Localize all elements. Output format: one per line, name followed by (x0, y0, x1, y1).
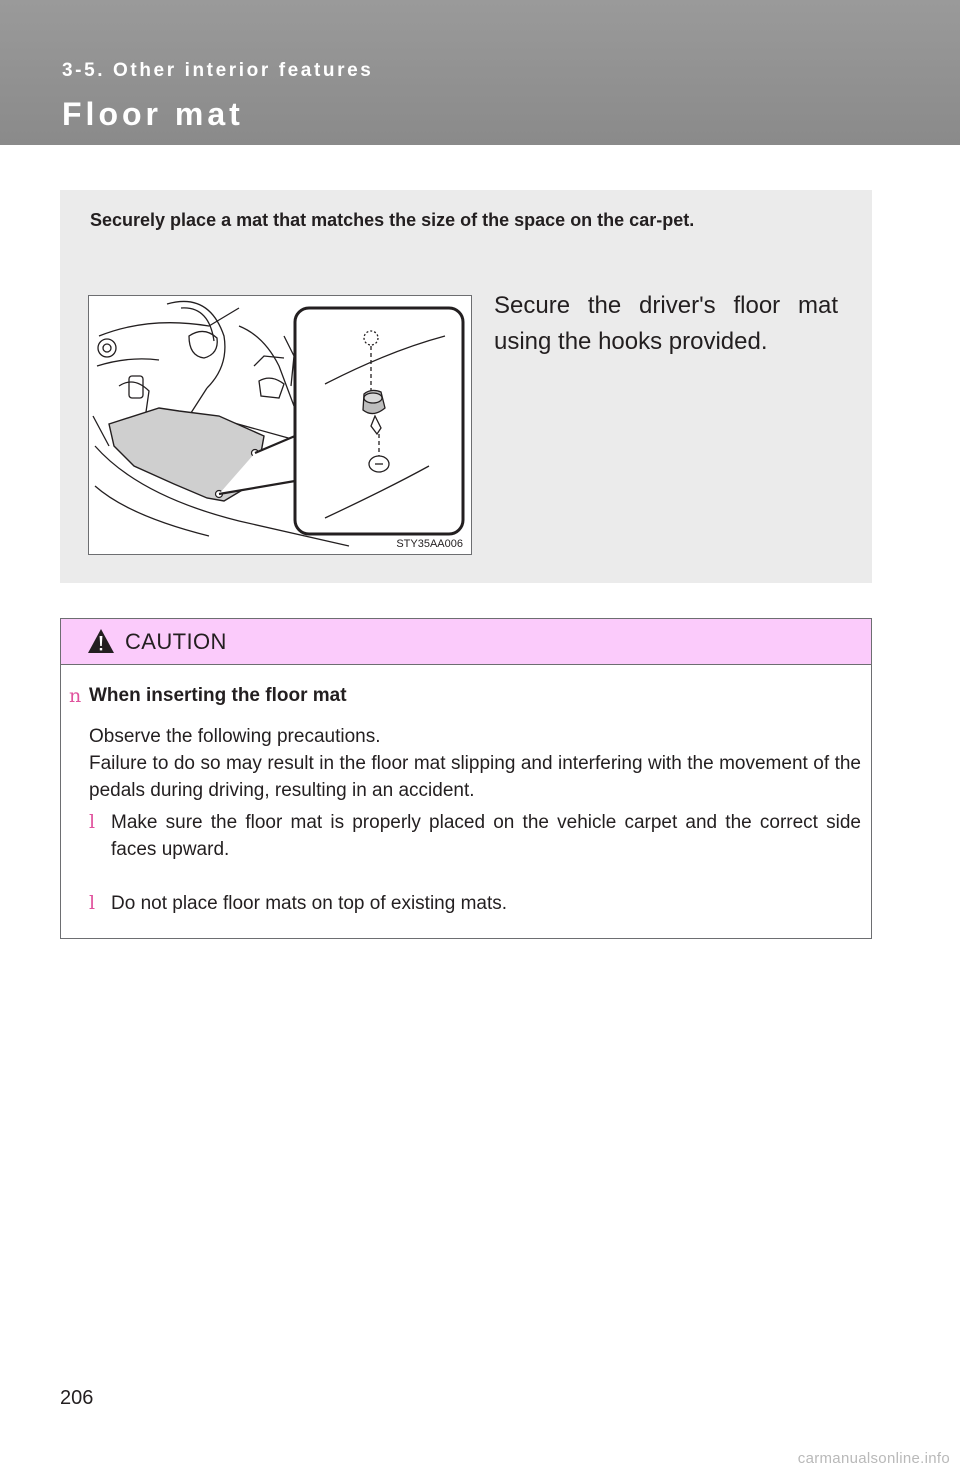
page-title: Floor mat (62, 96, 244, 132)
floor-mat-illustration (88, 295, 472, 555)
list-item (89, 890, 861, 917)
list-bullet: l (89, 892, 96, 914)
section-label: 3-5. Other interior features (62, 60, 374, 81)
caution-subheading: When inserting the floor mat (89, 685, 347, 706)
floor-mat-drawing (89, 296, 471, 554)
caution-header (61, 619, 871, 665)
paragraph-line-1: Observe the following precautions. (89, 726, 381, 747)
caution-label: CAUTION (125, 629, 227, 654)
paragraph-line-2: Failure to do so may result in the floor mat slipping and interfering with the movement of the pedals during driving, resulting in an accident. (89, 753, 861, 801)
heading-bullet: n (69, 685, 82, 707)
page-number: 206 (60, 1387, 94, 1409)
caution-box (60, 618, 872, 939)
info-box (60, 190, 872, 583)
hook-instruction: Secure the driver's floor mat using the hooks provided. (494, 292, 838, 355)
list-item-text: Make sure the floor mat is properly placed on the vehicle carpet and the correct side faces upward. (111, 812, 861, 860)
list-bullet: l (89, 811, 96, 833)
warning-triangle-icon (87, 628, 115, 654)
watermark: carmanualsonline.info (797, 1450, 950, 1467)
list-item (89, 809, 861, 863)
caution-paragraph (89, 723, 861, 804)
list-item-text: Do not place floor mats on top of existing mats. (111, 893, 508, 914)
page-header (0, 0, 960, 145)
intro-text: Securely place a mat that matches the size of the space on the car-pet. (90, 210, 695, 230)
figure-code: STY35AA006 (396, 538, 463, 550)
